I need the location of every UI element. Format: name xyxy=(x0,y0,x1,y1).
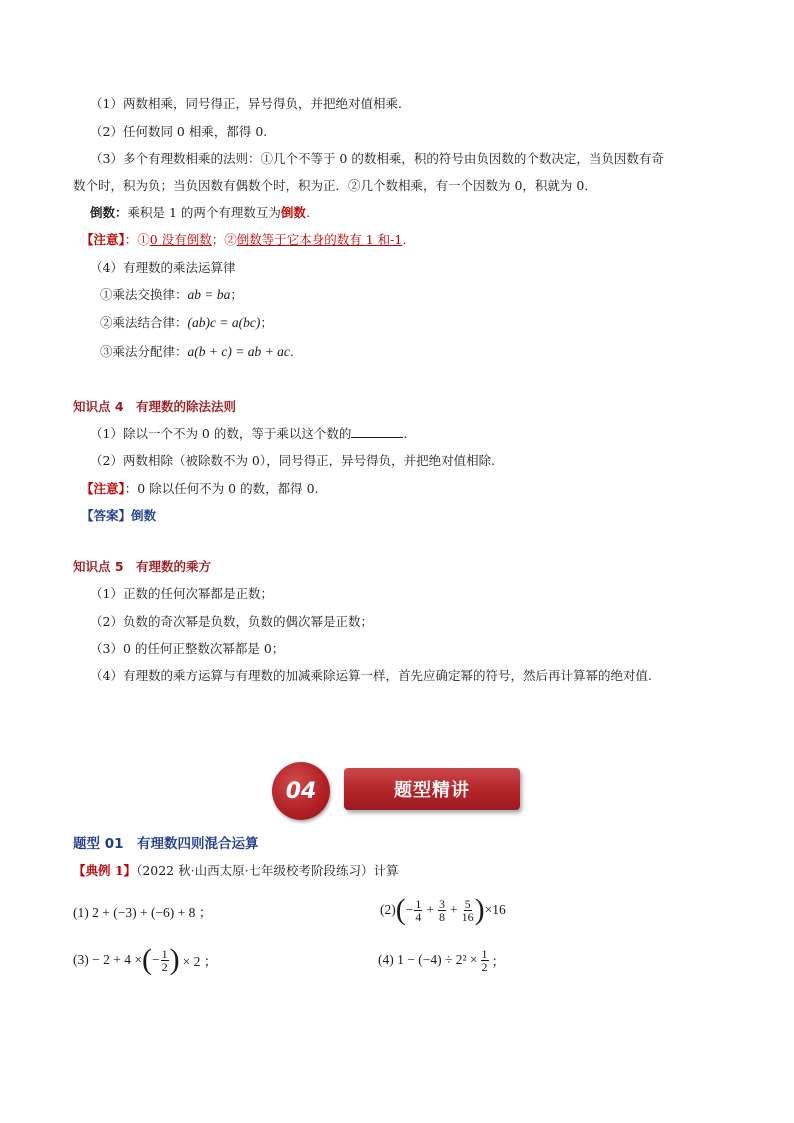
problem-4 xyxy=(378,940,505,980)
kp4-note-text: ：0 除以任何不为 0 的数，都得 0. xyxy=(124,481,319,496)
p3-label: (3) − 2 + 4 × xyxy=(73,952,142,967)
p3-right-paren: ) xyxy=(169,943,180,976)
reciprocal-label: 倒数： xyxy=(90,205,128,220)
p2-f2-num: 3 xyxy=(439,896,445,911)
note-part2: 倒数等于它本身的数有 1 和-1 xyxy=(236,232,403,247)
p3-f-den: 2 xyxy=(161,959,168,974)
p4-fraction xyxy=(481,948,489,973)
p3-f-num: 1 xyxy=(161,946,168,961)
reciprocal-text: 乘积是 1 的两个有理数互为 xyxy=(127,205,281,220)
section-number-badge xyxy=(272,762,330,820)
p3-tail: × 2 ； xyxy=(182,954,218,969)
law3-expr: a(b + c) = ab + ac xyxy=(187,344,290,359)
p2-fraction-2 xyxy=(438,898,446,923)
kp4-item1-text: （1）除以一个不为 0 的数，等于乘以这个数的 xyxy=(90,426,352,441)
law3-label: ③乘法分配律： xyxy=(100,344,188,359)
example-heading xyxy=(73,862,399,880)
reciprocal-end: . xyxy=(305,205,310,220)
p3-left-paren: ( xyxy=(141,943,152,976)
p3-neg: − xyxy=(151,952,160,967)
p2-fraction-3 xyxy=(462,898,474,923)
kp4-item2: （2）两数相除（被除数不为 0），同号得正，异号得负，并把绝对值相除. xyxy=(90,453,496,468)
reciprocal-note xyxy=(81,231,406,249)
reciprocal-definition xyxy=(90,204,310,222)
answer-label: 【答案】 xyxy=(81,508,132,523)
kp4-item1 xyxy=(90,425,407,443)
p4-f-num: 1 xyxy=(481,946,488,961)
answer-blank xyxy=(351,425,403,438)
p2-tail: ×16 xyxy=(484,902,506,917)
law2-label: ②乘法结合律： xyxy=(100,315,188,330)
note-part1: 0 没有倒数 xyxy=(149,232,212,247)
p2-f2-den: 8 xyxy=(439,909,445,924)
note-label: 【注意】 xyxy=(81,232,125,247)
section-number: 04 xyxy=(285,778,317,804)
note-mid: ；② xyxy=(211,232,237,247)
p2-fraction-1 xyxy=(414,898,422,923)
example-label: 【典例 1】 xyxy=(73,863,137,878)
note-end: . xyxy=(402,232,407,247)
problem-3 xyxy=(73,940,217,980)
distributive-law xyxy=(100,343,294,361)
law2-end: ； xyxy=(260,315,273,330)
mult-rule-1: （1）两数相乘，同号得正，异号得负，并把绝对值相乘. xyxy=(90,96,402,111)
p2-f3-den: 16 xyxy=(461,909,474,924)
kp4-item1-end: . xyxy=(403,426,408,441)
kp4-note-label: 【注意】 xyxy=(81,481,125,496)
p2-plus-2: + xyxy=(450,902,458,917)
p2-right-paren: ) xyxy=(474,893,485,926)
law2-expr: (ab)c = a(bc) xyxy=(187,315,261,330)
note-sep: ：① xyxy=(124,232,150,247)
section-title-ribbon xyxy=(344,768,520,810)
p2-label: (2) xyxy=(380,902,396,917)
p2-f1-num: 1 xyxy=(415,896,422,911)
example-text: （2022 秋·山西太原·七年级校考阶段练习）计算 xyxy=(136,863,399,878)
p2-neg: − xyxy=(405,902,414,917)
section-banner xyxy=(272,762,524,822)
law1-expr: ab = ba xyxy=(187,287,231,302)
mult-laws-heading: （4）有理数的乘法运算律 xyxy=(90,260,236,275)
kp5-item3: （3）0 的任何正整数次幂都是 0； xyxy=(90,641,285,656)
mult-rule-3-line1: （3）多个有理数相乘的法则：①几个不等于 0 的数相乘，积的符号由负因数的个数决定，当负因数有奇 xyxy=(90,151,664,166)
kp5-item4: （4）有理数的乘方运算与有理数的加减乘除运算一样，首先应确定幂的符号，然后再计算幂的绝对值. xyxy=(90,668,652,683)
kp5-title: 知识点 5 有理数的乘方 xyxy=(73,559,212,574)
law1-end: ； xyxy=(230,287,243,302)
p4-tail: ； xyxy=(491,954,506,969)
reciprocal-word: 倒数 xyxy=(280,205,306,220)
associative-law xyxy=(100,314,273,332)
kp4-title: 知识点 4 有理数的除法法则 xyxy=(73,399,237,414)
problem-2 xyxy=(380,890,506,930)
kp5-item1: （1）正数的任何次幂都是正数； xyxy=(90,586,273,601)
p2-f3-num: 5 xyxy=(464,896,471,911)
kp4-note xyxy=(81,480,319,498)
law3-end: . xyxy=(289,344,294,359)
p2-f1-den: 4 xyxy=(415,909,422,924)
answer-text: 倒数 xyxy=(131,508,157,523)
p4-label: (4) 1 − (−4) ÷ 2² × xyxy=(378,952,478,967)
mult-rule-3-line2: 数个时，积为负；当负因数有偶数个时，积为正．②几个数相乘，有一个因数为 0，积就为 0． xyxy=(73,178,597,193)
commutative-law xyxy=(100,286,243,304)
kp5-item2: （2）负数的奇次幂是负数，负数的偶次幂是正数； xyxy=(90,614,373,629)
p4-f-den: 2 xyxy=(481,959,488,974)
kp4-answer xyxy=(81,507,156,525)
p2-plus-1: + xyxy=(426,902,434,917)
section-title: 题型精讲 xyxy=(394,780,470,801)
mult-rule-2: （2）任何数同 0 相乘，都得 0. xyxy=(90,124,268,139)
p3-fraction xyxy=(161,948,169,973)
p2-left-paren: ( xyxy=(395,893,406,926)
law1-label: ①乘法交换律： xyxy=(100,287,188,302)
topic-title: 题型 01 有理数四则混合运算 xyxy=(73,836,259,852)
problem-1: (1) 2 + (−3) + (−6) + 8 ； xyxy=(73,905,213,920)
